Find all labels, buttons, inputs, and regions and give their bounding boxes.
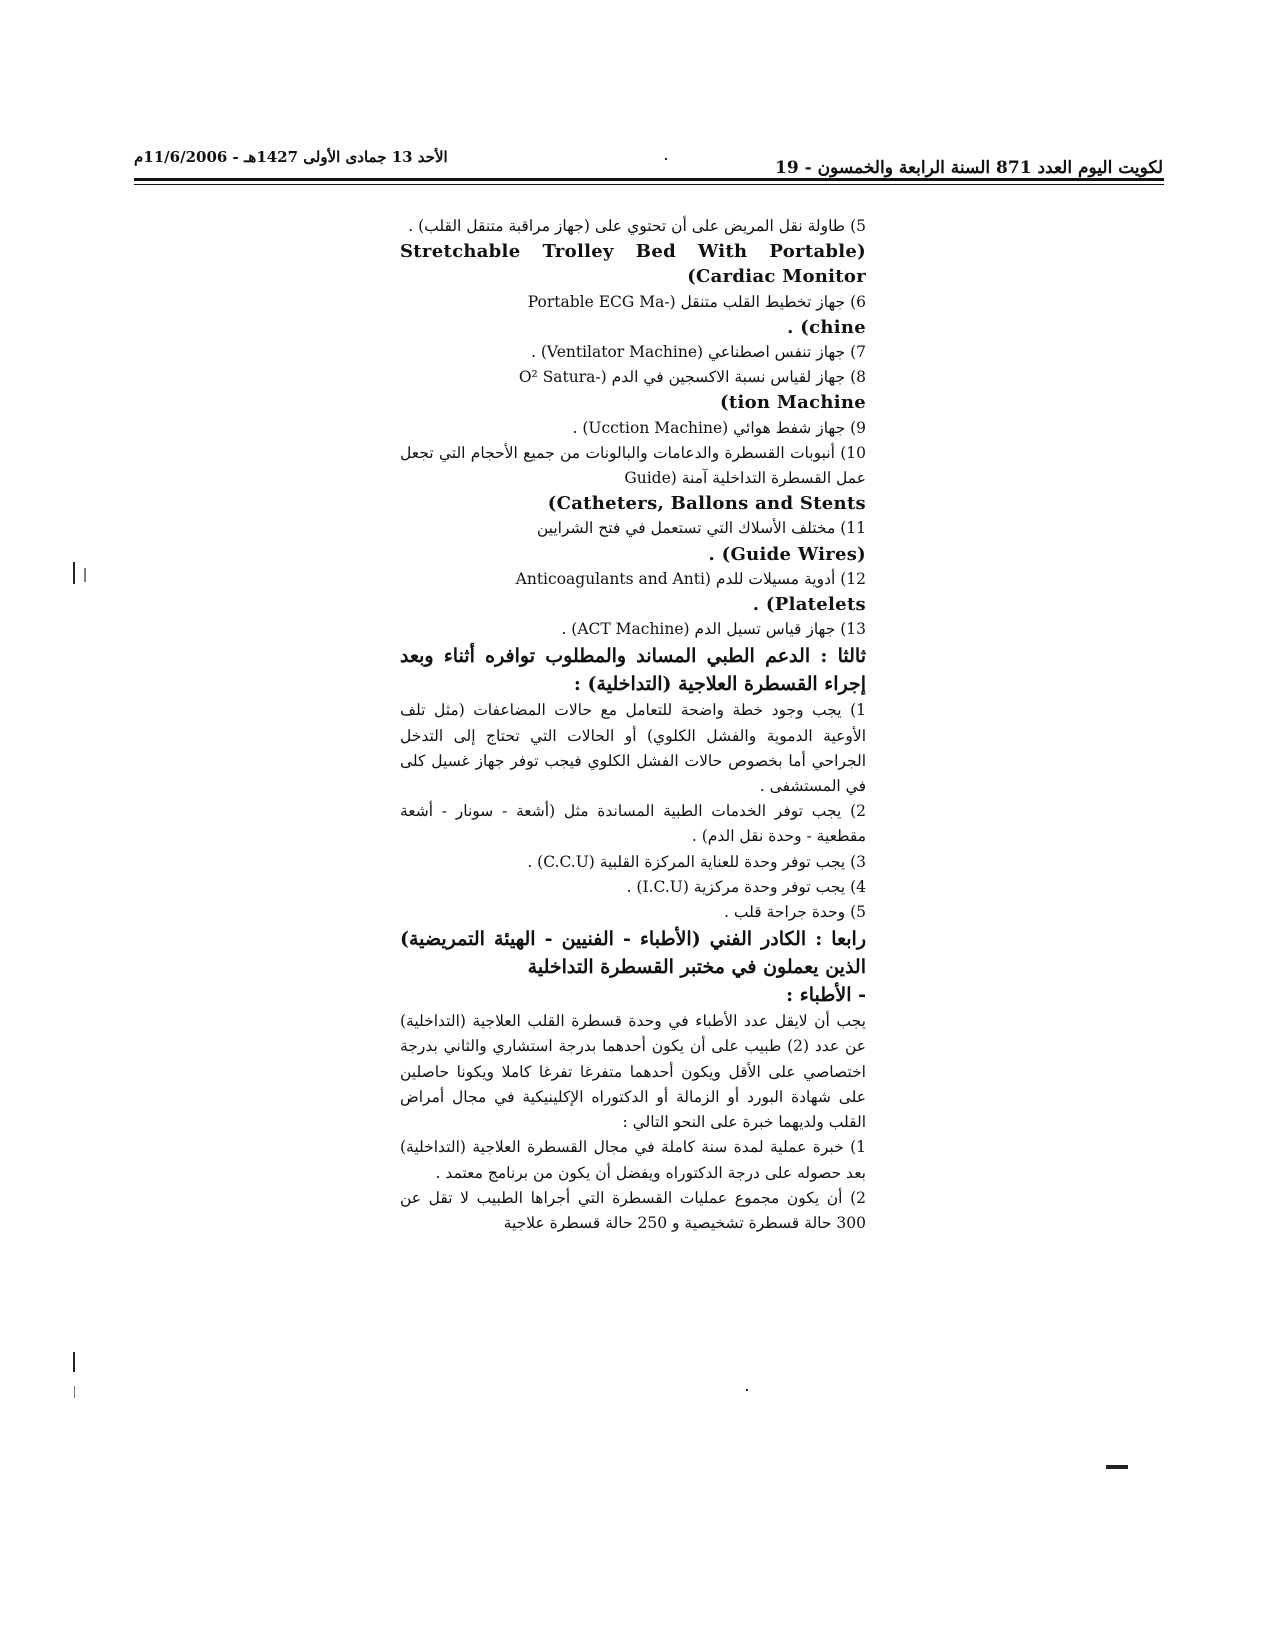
- item-9: 9) جهاز شفط هوائي (Ucction Machine) .: [572, 418, 866, 437]
- item-12: 12) أدوية مسيلات للدم (Anticoagulants and Anti: [515, 569, 866, 588]
- header-date: الأحد 13 جمادى الأولى 1427هـ - 11/6/2006م: [134, 148, 448, 166]
- section-3-item-5: 5) وحدة جراحة قلب .: [724, 903, 866, 922]
- section-3-item-1: 1) يجب وجود خطة واضحة للتعامل مع حالات المضاعفات (مثل تلف الأوعية الدموية والفشل الكلوي) أو الحالات التي تحتاج إلى التدخل الجراحي أما بخصوص حالات الفشل الكلوي فيجب توفر جهاز غسيل كلى في المستشفى .: [400, 701, 866, 796]
- item-10: 10) أنبوبات القسطرة والدعامات والبالونات من جميع الأحجام التي تجعل عمل القسطرة التداخلية آمنة (Guide: [400, 443, 866, 488]
- section-3-item-2: 2) يجب توفر الخدمات الطبية المساندة مثل (أشعة - سونار - أشعة مقطعية - وحدة نقل الدم) .: [400, 802, 866, 846]
- item-12-english: . (Platelets: [752, 594, 866, 616]
- scan-mark: [73, 1352, 75, 1372]
- section-4-heading: رابعا : الكادر الفني (الأطباء - الفنيين - الهيئة التمريضية) الذين يعملون في مختبر القسطرة التداخلية: [400, 928, 866, 979]
- scan-mark: [1106, 1465, 1128, 1469]
- item-8: 8) جهاز لقياس نسبة الاكسجين في الدم (-O² Satura: [518, 368, 866, 387]
- item-7: 7) جهاز تنفس اصطناعي (Ventilator Machine) .: [531, 343, 866, 362]
- doctors-paragraph: يجب أن لايقل عدد الأطباء في وحدة قسطرة القلب العلاجية (التداخلية) عن عدد (2) طبيب على أن يكون أحدهما بدرجة استشاري والثاني بدرجة اختصاصي على الأقل ويكون أحدهما متفرغا تفرغا كاملا ويكونا حاصلين على شهادة البورد أو الزمالة أو الدكتوراه الإكلينيكية في مجال أمراض القلب ولديهما خبرة على النحو التالي :: [400, 1012, 866, 1132]
- item-5-english-cont: (Cardiac Monitor: [687, 266, 866, 288]
- item-11-english: . (Guide Wires): [708, 543, 866, 565]
- item-6-cont: . (chine: [787, 316, 866, 338]
- scan-mark: [746, 1389, 748, 1391]
- item-13: 13) جهاز قياس تسيل الدم (ACT Machine) .: [561, 620, 866, 639]
- header-rule: [134, 178, 1164, 181]
- section-3-item-4: 4) يجب توفر وحدة مركزية (I.C.U) .: [626, 877, 866, 896]
- item-10-english: (Catheters, Ballons and Stents: [547, 493, 866, 515]
- header-rule-thin: [134, 184, 1164, 185]
- scan-mark: [665, 158, 667, 160]
- header-publication: لكويت اليوم العدد 871 السنة الرابعة والخمسون - 19: [775, 158, 1163, 178]
- item-5: 5) طاولة نقل المريض على أن تحتوي على (جهاز مراقبة متنقل القلب) .: [408, 217, 866, 235]
- doctors-item-2: 2) أن يكون مجموع عمليات القسطرة التي أجراها الطبيب لا تقل عن 300 حالة قسطرة تشخيصية و 250 حالة قسطرة علاجية: [400, 1188, 866, 1232]
- item-8-cont: (tion Machine: [720, 392, 866, 414]
- section-3-heading: ثالثا : الدعم الطبي المساند والمطلوب توافره أثناء وبعد إجراء القسطرة العلاجية (التداخلية) :: [400, 645, 866, 696]
- item-11: 11) مختلف الأسلاك التي تستعمل في فتح الشرايين: [536, 519, 866, 538]
- item-5-english: Stretchable Trolley Bed With Portable): [400, 241, 866, 263]
- scan-mark: [84, 568, 86, 582]
- scan-mark: [73, 562, 75, 584]
- section-3-item-3: 3) يجب توفر وحدة للعناية المركزة القلبية (C.C.U) .: [527, 852, 866, 871]
- text-column: [400, 214, 866, 1236]
- scan-mark: [74, 1386, 75, 1398]
- doctors-heading: - الأطباء :: [786, 984, 866, 1007]
- item-6: 6) جهاز تخطيط القلب متنقل (-Portable ECG Ma: [527, 292, 866, 311]
- doctors-item-1: 1) خبرة عملية لمدة سنة كاملة في مجال القسطرة العلاجية (التداخلية) بعد حصوله على درجة الدكتوراه ويفضل أن يكون من برنامج معتمد .: [400, 1138, 866, 1182]
